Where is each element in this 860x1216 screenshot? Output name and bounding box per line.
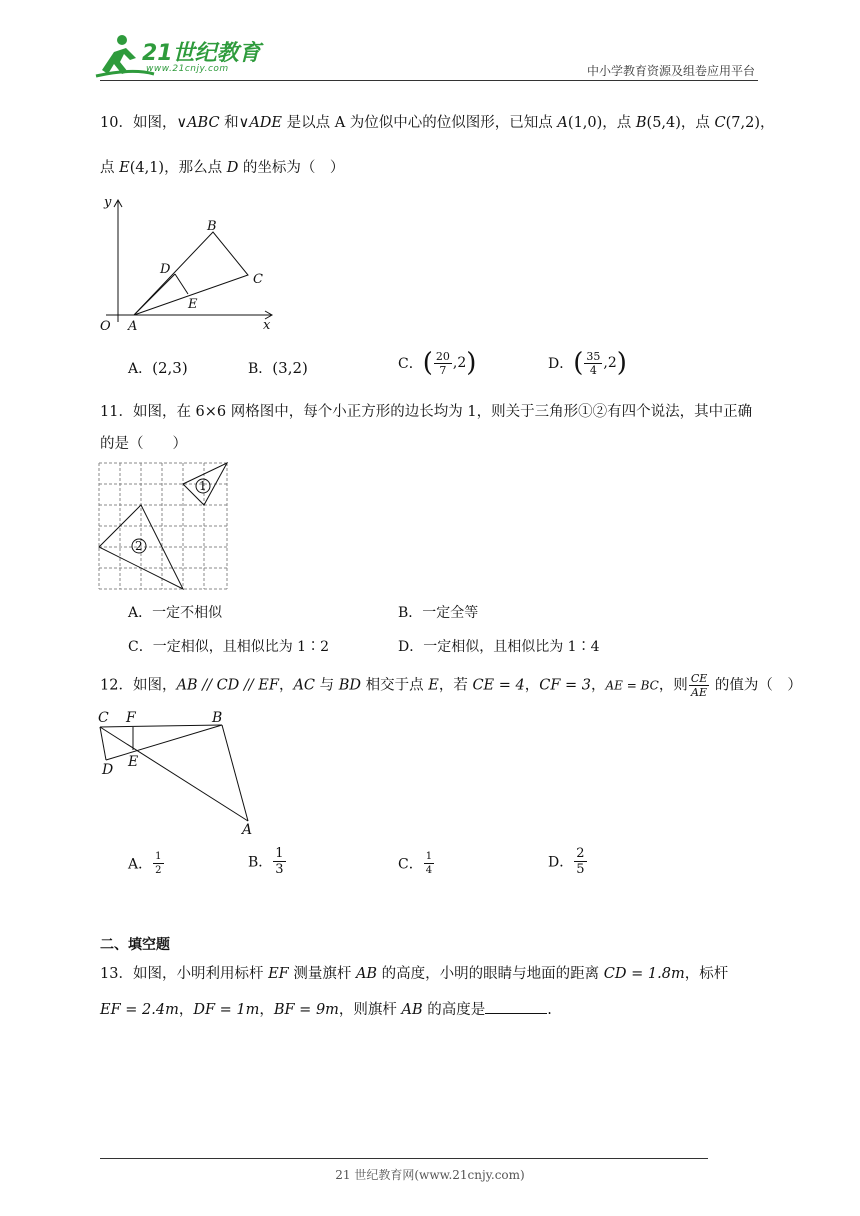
q12-option-d[interactable]: D． $\frac{2}{5}$ [548, 846, 585, 877]
q12-option-b[interactable]: B． $\frac{1}{3}$ [248, 846, 284, 877]
fig-b-label: B [207, 219, 217, 234]
fig12-c-label: C [98, 710, 109, 726]
q11-option-c[interactable]: C．一定相似，且相似比为 1∶2 [128, 639, 329, 655]
q10-line1: 10．如图，∨ABC 和∨ADE 是以点 A 为位似中心的位似图形，已知点 A(1,0)，点 B(5,4)，点 C(7,2)， [100, 115, 775, 131]
q12-line: 12．如图，AB // CD // EF，AC 与 BD 相交于点 E，若 CE = 4，CF = 3，AE = BC，则 $\frac{CE}{AE}$ 的值为（ ） [100, 672, 802, 699]
fig-e-label: E [188, 297, 198, 312]
q10-option-c[interactable]: C．( $\frac{20}{7}$ ,2) [398, 348, 477, 378]
section-fill-in-title: 二、填空题 [100, 937, 170, 953]
fig12-f-label: F [126, 710, 136, 726]
q13-line2: EF = 2.4m，DF = 1m，BF = 9m，则旗杆 AB 的高度是 . [100, 1002, 552, 1018]
fig-a-label: A [128, 319, 138, 334]
logo-title: 21世纪教育 [142, 41, 261, 66]
header-divider [100, 80, 758, 81]
fig-x-label: x [263, 318, 271, 333]
q11-line1: 11．如图，在 6×6 网格图中，每个小正方形的边长均为 1，则关于三角形①②有四个说法，其中正确 [100, 404, 753, 420]
q10-option-d[interactable]: D．( $\frac{35}{4}$ ,2) [548, 348, 627, 378]
q11-option-a[interactable]: A．一定不相似 [128, 605, 223, 621]
header-platform-text: 中小学教育资源及组卷应用平台 [586, 64, 755, 78]
q11-grid-figure [98, 462, 232, 592]
footer-text: 21 世纪教育网(www.21cnjy.com) [335, 1168, 525, 1182]
fig-c-label: C [253, 272, 263, 287]
q10-option-b[interactable]: B．(3,2) [248, 359, 308, 377]
q10-figure [96, 192, 286, 337]
q11-line2: 的是（ ） [100, 436, 187, 452]
fig12-b-label: B [212, 710, 223, 726]
q12-figure [96, 708, 266, 838]
fig-y-label: y [104, 195, 112, 210]
triangle-2-label: 2 [135, 539, 143, 553]
q12-option-a[interactable]: A． $\frac{1}{2}$ [128, 851, 162, 876]
q10-option-a[interactable]: A．(2,3) [128, 359, 188, 377]
q12-option-c[interactable]: C． $\frac{1}{4}$ [398, 851, 433, 876]
fig-d-label: D [160, 262, 171, 277]
footer-divider [100, 1158, 708, 1159]
fig12-a-label: A [242, 822, 253, 838]
logo-url: www.21cnjy.com [146, 64, 229, 74]
q10-line2: 点 E(4,1)，那么点 D 的坐标为（ ） [100, 160, 345, 176]
fig12-d-label: D [102, 762, 114, 778]
q13-line1: 13．如图，小明利用标杆 EF 测量旗杆 AB 的高度，小明的眼睛与地面的距离 CD = 1.8m，标杆 [100, 966, 729, 982]
q11-option-b[interactable]: B．一定全等 [398, 605, 479, 621]
fig-o-label: O [100, 319, 111, 334]
q11-option-d[interactable]: D．一定相似，且相似比为 1∶4 [398, 639, 600, 655]
q13-answer-blank[interactable] [485, 1001, 547, 1014]
fig12-e-label: E [128, 754, 139, 770]
triangle-1-label: 1 [199, 479, 207, 493]
